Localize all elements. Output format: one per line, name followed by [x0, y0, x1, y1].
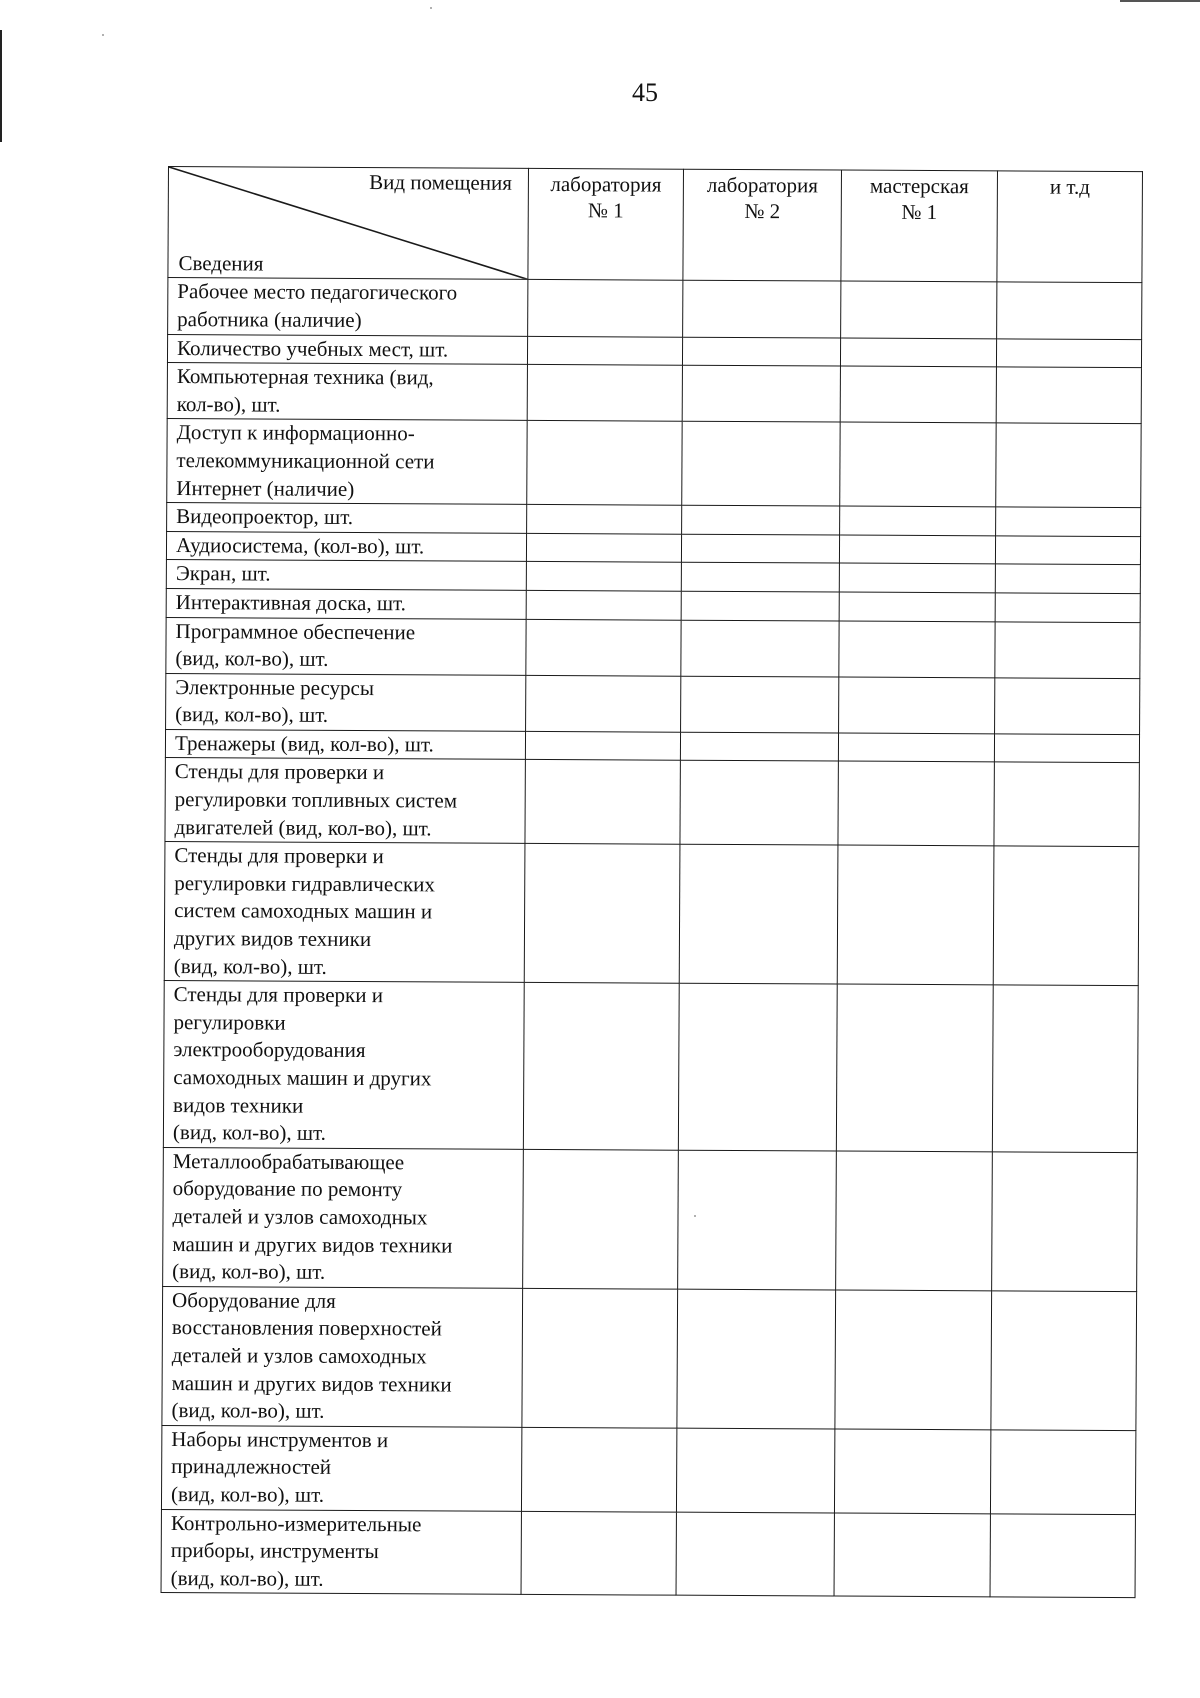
table-row: [161, 1425, 1135, 1514]
entry-cell-etc: [996, 423, 1141, 508]
entry-cell-lab-2: [679, 844, 838, 984]
row-label: Оборудование для восстановления поверхностей деталей и узлов самоходных машин и других видов техники (вид, кол-во), шт.: [162, 1286, 523, 1427]
entry-cell-lab-1: [526, 533, 681, 562]
entry-cell-etc: [996, 338, 1141, 367]
entry-cell-workshop-1: [838, 733, 994, 762]
entry-cell-lab-1: [524, 844, 680, 984]
entry-cell-workshop-1: [840, 338, 996, 367]
table-row: [167, 363, 1141, 424]
row-label: Стенды для проверки и регулировки гидравлических систем самоходных машин и других видов техники (вид, кол-во), шт.: [164, 842, 525, 983]
table-row: [164, 842, 1139, 986]
entry-cell-lab-2: [682, 422, 840, 507]
entry-cell-etc: [992, 985, 1138, 1152]
entry-cell-lab-1: [527, 336, 682, 365]
entry-cell-lab-1: [528, 280, 683, 337]
table-row: [166, 531, 1140, 565]
entry-cell-lab-1: [521, 1427, 676, 1512]
entry-cell-lab-1: [527, 365, 682, 422]
table-row: [161, 1509, 1135, 1598]
row-label: Компьютерная техника (вид, кол-во), шт.: [167, 363, 527, 421]
entry-cell-workshop-1: [834, 1513, 990, 1598]
table-body: [161, 278, 1142, 1598]
entry-cell-etc: [995, 678, 1140, 735]
entry-cell-etc: [990, 1513, 1135, 1598]
entry-cell-lab-2: [678, 1150, 837, 1290]
table-row: [167, 419, 1141, 508]
entry-cell-lab-1: [526, 562, 681, 591]
entry-cell-etc: [994, 734, 1139, 763]
entry-cell-lab-1: [523, 983, 679, 1150]
header-room-type-label: Вид помещения: [369, 170, 512, 195]
entry-cell-etc: [995, 621, 1140, 678]
entry-cell-lab-2: [676, 1512, 834, 1597]
entry-cell-lab-1: [525, 731, 680, 760]
entry-cell-workshop-1: [836, 984, 993, 1151]
entry-cell-workshop-1: [840, 422, 996, 507]
entry-cell-workshop-1: [836, 1151, 993, 1291]
column-header-lab-1: лаборатория № 1: [528, 168, 684, 280]
table-row: [166, 588, 1140, 622]
entry-cell-lab-2: [677, 1289, 836, 1429]
column-header-lab-2: лаборатория № 2: [683, 169, 842, 281]
table-row: [167, 334, 1141, 368]
entry-cell-lab-1: [526, 675, 681, 732]
entry-cell-lab-1: [522, 1288, 678, 1428]
table-row: [165, 729, 1139, 763]
entry-cell-etc: [994, 762, 1139, 847]
column-header-workshop-1: мастерская № 1: [841, 170, 998, 282]
entry-cell-etc: [990, 1430, 1135, 1515]
entry-cell-lab-2: [676, 1428, 834, 1513]
entry-cell-lab-1: [526, 590, 681, 619]
entry-cell-lab-1: [527, 421, 682, 506]
entry-cell-lab-2: [683, 281, 841, 338]
entry-cell-workshop-1: [839, 563, 995, 592]
page-number: 45: [632, 78, 658, 107]
row-label: Видеопроектор, шт.: [167, 503, 527, 533]
entry-cell-etc: [992, 1152, 1138, 1292]
entry-cell-etc: [993, 846, 1139, 986]
entry-cell-etc: [995, 536, 1140, 565]
table-row: [167, 503, 1141, 537]
row-label: Контрольно-измерительные приборы, инструменты (вид, кол-во), шт.: [161, 1509, 521, 1595]
entry-cell-lab-2: [681, 563, 839, 592]
entry-cell-workshop-1: [839, 677, 995, 734]
scan-speck: [102, 34, 104, 36]
entry-cell-lab-1: [527, 505, 682, 534]
entry-cell-lab-2: [681, 591, 839, 620]
entry-cell-lab-2: [680, 732, 838, 761]
row-label: Интерактивная доска, шт.: [166, 588, 526, 618]
entry-cell-workshop-1: [838, 761, 994, 846]
entry-cell-etc: [995, 593, 1140, 622]
entry-cell-lab-2: [682, 505, 840, 534]
equipment-table-sheet: [161, 166, 1142, 1598]
row-label: Тренажеры (вид, кол-во), шт.: [165, 729, 525, 759]
table-row: [166, 617, 1140, 678]
entry-cell-workshop-1: [841, 281, 997, 338]
entry-cell-lab-2: [682, 365, 840, 422]
entry-cell-etc: [991, 1291, 1137, 1431]
entry-cell-workshop-1: [839, 535, 995, 564]
table-row: [163, 1147, 1138, 1291]
row-label: Рабочее место педагогического работника (наличие): [168, 278, 528, 336]
entry-cell-workshop-1: [837, 845, 994, 985]
table-row: [166, 673, 1140, 734]
header-info-label: Сведения: [178, 250, 264, 276]
entry-cell-lab-2: [682, 337, 840, 366]
entry-cell-lab-1: [525, 760, 680, 845]
diagonal-header-cell: [168, 167, 529, 280]
entry-cell-lab-2: [678, 983, 837, 1150]
row-label: Металлообрабатывающее оборудование по ремонту деталей и узлов самоходных машин и других видов техники (вид, кол-во), шт.: [163, 1147, 524, 1288]
entry-cell-workshop-1: [840, 506, 996, 535]
equipment-table: [161, 166, 1143, 1598]
entry-cell-etc: [995, 564, 1140, 593]
entry-cell-workshop-1: [839, 621, 995, 678]
row-label: Аудиосистема, (кол-во), шт.: [166, 531, 526, 561]
entry-cell-workshop-1: [834, 1429, 990, 1514]
entry-cell-lab-1: [526, 619, 681, 676]
table-row: [168, 278, 1142, 339]
scan-edge-top: [1120, 0, 1200, 2]
entry-cell-lab-2: [680, 761, 838, 846]
entry-cell-lab-2: [681, 676, 839, 733]
entry-cell-lab-1: [523, 1149, 679, 1289]
entry-cell-workshop-1: [840, 366, 996, 423]
row-label: Стенды для проверки и регулировки топливных систем двигателей (вид, кол-во), шт.: [165, 758, 525, 844]
row-label: Стенды для проверки и регулировки электрооборудования самоходных машин и других видов техники (вид, кол-во), шт.: [163, 981, 524, 1149]
entry-cell-etc: [997, 282, 1142, 339]
row-label: Электронные ресурсы (вид, кол-во), шт.: [166, 673, 526, 731]
scan-speck: [430, 7, 432, 9]
row-label: Количество учебных мест, шт.: [167, 334, 527, 364]
column-header-etc: и т.д: [997, 171, 1143, 283]
entry-cell-etc: [996, 507, 1141, 536]
row-label: Программное обеспечение (вид, кол-во), шт.: [166, 617, 526, 675]
table-row: [165, 758, 1139, 847]
entry-cell-lab-2: [681, 620, 839, 677]
entry-cell-workshop-1: [839, 592, 995, 621]
entry-cell-etc: [996, 367, 1141, 424]
entry-cell-workshop-1: [835, 1290, 992, 1430]
table-row: [162, 1286, 1137, 1430]
row-label: Экран, шт.: [166, 560, 526, 590]
entry-cell-lab-1: [521, 1511, 676, 1596]
row-label: Наборы инструментов и принадлежностей (вид, кол-во), шт.: [161, 1425, 521, 1511]
table-header-row: [168, 167, 1143, 283]
table-row: [163, 981, 1138, 1153]
entry-cell-lab-2: [681, 534, 839, 563]
row-label: Доступ к информационно- телекоммуникационной сети Интернет (наличие): [167, 419, 527, 505]
